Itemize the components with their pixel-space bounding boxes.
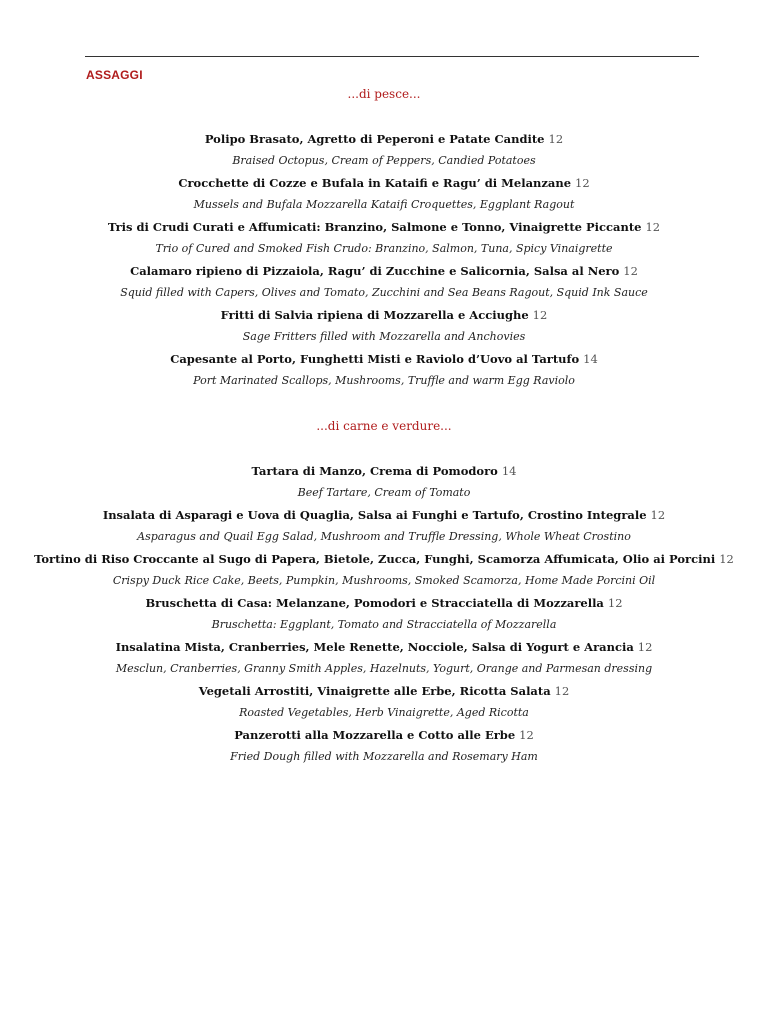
menu-item-name-line <box>0 504 768 526</box>
menu-group-fish <box>0 86 768 392</box>
menu-item-name: Fritti di Salvia ripiena di Mozzarella e Acciughe <box>220 308 529 322</box>
menu-item-price: 12 <box>554 684 570 698</box>
menu-item-description: Asparagus and Quail Egg Salad, Mushroom and Truffle Dressing, Whole Wheat Crostino <box>137 530 631 543</box>
menu-item-name-line <box>0 128 768 150</box>
menu-item-price: 14 <box>583 352 598 366</box>
menu-item <box>0 128 768 172</box>
menu-item-name: Tortino di Riso Croccante al Sugo di Papera, Bietole, Zucca, Funghi, Scamorza Affumicata, Olio ai Porcini <box>34 552 716 566</box>
menu-item-name-line <box>0 304 768 326</box>
menu-item-name: Capesante al Porto, Funghetti Misti e Raviolo d’Uovo al Tartufo <box>170 352 580 366</box>
menu-item-description: Mesclun, Cranberries, Granny Smith Apples, Hazelnuts, Yogurt, Orange and Parmesan dressing <box>115 662 653 675</box>
menu-item <box>0 460 768 504</box>
menu-item-description: Sage Fritters filled with Mozzarella and Anchovies <box>242 330 526 343</box>
menu-item-price: 12 <box>650 508 666 522</box>
menu-item <box>0 592 768 636</box>
menu-item-price: 12 <box>519 728 534 742</box>
group-title: ...di pesce... <box>347 87 421 101</box>
menu-item-name-line <box>0 216 768 238</box>
menu-item-price: 12 <box>548 132 564 146</box>
menu-item-name: Panzerotti alla Mozzarella e Cotto alle Erbe <box>234 728 516 742</box>
menu-item-name-line <box>0 680 768 702</box>
menu-item-name-line <box>0 348 768 370</box>
menu-item-name: Crocchette di Cozze e Bufala in Kataifi e Ragu’ di Melanzane <box>178 176 572 190</box>
menu-item-name: Tris di Crudi Curati e Affumicati: Branzino, Salmone e Tonno, Vinaigrette Piccante <box>107 220 642 234</box>
menu-item-description: Port Marinated Scallops, Mushrooms, Truffle and warm Egg Raviolo <box>193 374 575 387</box>
menu-item-description: Fried Dough filled with Mozzarella and Rosemary Ham <box>230 750 538 763</box>
menu-item-price: 14 <box>501 464 517 478</box>
menu-item <box>0 348 768 392</box>
menu-item-price: 12 <box>623 264 638 278</box>
menu-item-name-line <box>0 636 768 658</box>
menu-item-description: Braised Octopus, Cream of Peppers, Candied Potatoes <box>232 154 536 167</box>
menu-item-name: Insalatina Mista, Cranberries, Mele Renette, Nocciole, Salsa di Yogurt e Arancia <box>115 640 634 654</box>
menu-item-name-line <box>0 548 768 570</box>
menu-item-price: 12 <box>637 640 653 654</box>
menu-item <box>0 724 768 768</box>
menu-item <box>0 172 768 216</box>
menu-group-meat-vegetables <box>0 418 768 768</box>
menu-item-name-line <box>0 592 768 614</box>
menu-item-name: Calamaro ripieno di Pizzaiola, Ragu’ di Zucchine e Salicornia, Salsa al Nero <box>130 264 620 278</box>
menu-item-name: Insalata di Asparagi e Uova di Quaglia, Salsa ai Funghi e Tartufo, Crostino Integrale <box>102 508 647 522</box>
menu-item-description: Roasted Vegetables, Herb Vinaigrette, Aged Ricotta <box>239 706 529 719</box>
menu-item-name: Vegetali Arrostiti, Vinaigrette alle Erbe, Ricotta Salata <box>198 684 551 698</box>
menu-item <box>0 504 768 548</box>
menu-item-price: 12 <box>532 308 548 322</box>
menu-item-name: Polipo Brasato, Agretto di Peperoni e Patate Candite <box>204 132 545 146</box>
menu-item <box>0 260 768 304</box>
menu-item-name: Tartara di Manzo, Crema di Pomodoro <box>251 464 498 478</box>
menu-item-list <box>0 460 768 768</box>
menu-item-name-line <box>0 724 768 746</box>
menu-item-name-line <box>0 260 768 282</box>
menu-item-description: Beef Tartare, Cream of Tomato <box>297 486 471 499</box>
menu-item-price: 12 <box>575 176 590 190</box>
menu-item-description: Mussels and Bufala Mozzarella Kataifi Croquettes, Eggplant Ragout <box>193 198 575 211</box>
menu-item <box>0 636 768 680</box>
top-divider <box>85 56 699 57</box>
menu-item <box>0 304 768 348</box>
section-title: ASSAGGI <box>86 68 143 82</box>
menu-item-description: Squid filled with Capers, Olives and Tomato, Zucchini and Sea Beans Ragout, Squid Ink Sauce <box>120 286 648 299</box>
menu-item-description: Trio of Cured and Smoked Fish Crudo: Branzino, Salmon, Tuna, Spicy Vinaigrette <box>155 242 613 255</box>
menu-item-name-line <box>0 460 768 482</box>
menu-item <box>0 548 768 592</box>
menu-item-price: 12 <box>719 552 734 566</box>
menu-item-name-line <box>0 172 768 194</box>
menu-item-price: 12 <box>645 220 661 234</box>
menu-item <box>0 216 768 260</box>
menu-item <box>0 680 768 724</box>
menu-item-description: Crispy Duck Rice Cake, Beets, Pumpkin, Mushrooms, Smoked Scamorza, Home Made Porcini Oil <box>112 574 656 587</box>
menu-item-list <box>0 128 768 392</box>
group-title: ...di carne e verdure... <box>316 419 452 433</box>
menu-item-description: Bruschetta: Eggplant, Tomato and Stracciatella of Mozzarella <box>211 618 557 631</box>
menu-item-price: 12 <box>607 596 623 610</box>
menu-item-name: Bruschetta di Casa: Melanzane, Pomodori e Stracciatella di Mozzarella <box>145 596 604 610</box>
